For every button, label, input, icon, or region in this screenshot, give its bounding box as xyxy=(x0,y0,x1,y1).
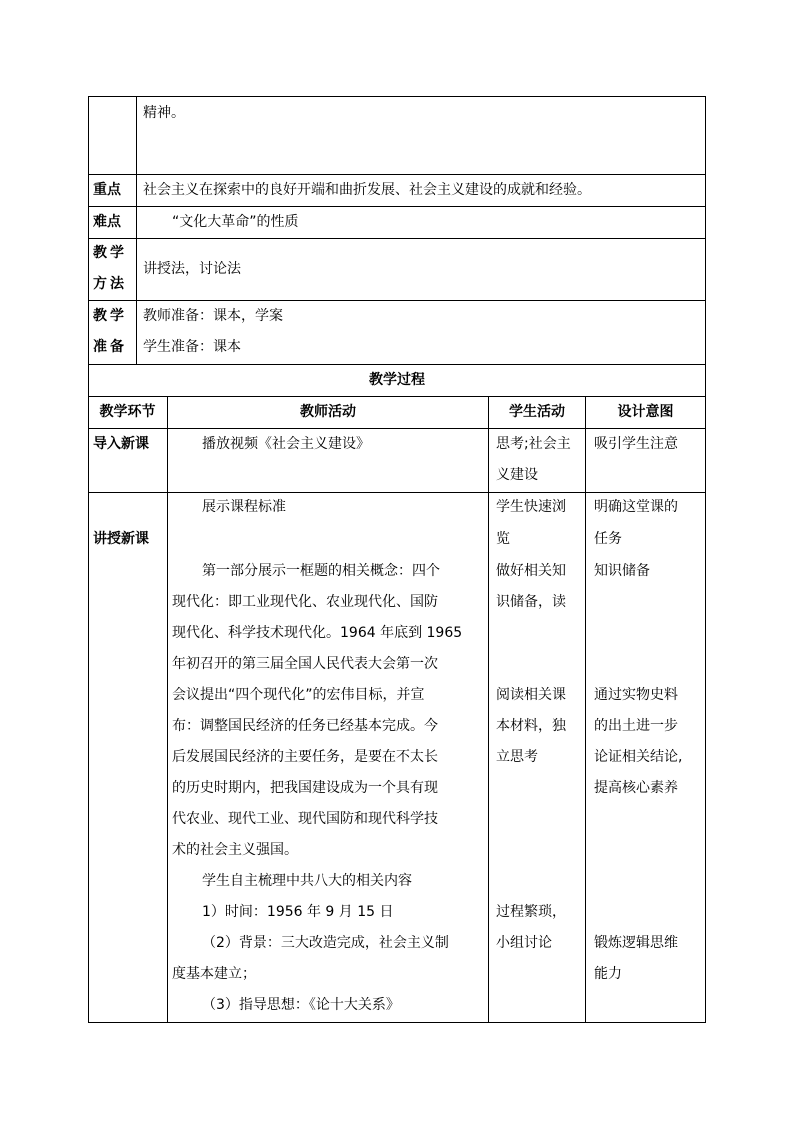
lecture-intent-line: 提高核心素养 xyxy=(594,780,678,796)
lecture-stage: 讲授新课 xyxy=(93,531,149,547)
lecture-teacher-line: 年初召开的第三届全国人民代表大会第一次 xyxy=(172,656,438,672)
method-label: 教学 xyxy=(93,245,127,261)
row-divider xyxy=(88,238,706,239)
method-text: 讲授法，讨论法 xyxy=(143,261,241,277)
lecture-teacher-line: 展示课程标准 xyxy=(202,499,286,515)
lecture-intent-line: 任务 xyxy=(594,531,622,547)
intro-stage: 导入新课 xyxy=(93,436,149,452)
column-divider xyxy=(585,396,586,1023)
lecture-student-line: 立思考 xyxy=(496,749,538,765)
lecture-intent-line: 明确这堂课的 xyxy=(594,499,678,515)
lecture-intent-line: 论证相关结论, xyxy=(594,749,683,765)
lecture-teacher-line: （3）指导思想：《论十大关系》 xyxy=(202,997,400,1013)
method-label: 方法 xyxy=(93,276,127,292)
lecture-teacher-line: 的历史时期内，把我国建设成为一个具有现 xyxy=(172,780,438,796)
lecture-student-line: 识储备，读 xyxy=(496,594,566,610)
key-point-label: 重点 xyxy=(93,182,121,198)
lecture-student-line: 过程繁琐， xyxy=(496,904,566,920)
lecture-teacher-line: （2）背景：三大改造完成，社会主义制 xyxy=(202,935,449,951)
lecture-teacher-line: 现代化：即工业现代化、农业现代化、国防 xyxy=(172,594,438,610)
difficulty-text: “文化大革命”的性质 xyxy=(172,214,299,230)
lecture-teacher-line: 1）时间：1956 年 9 月 15 日 xyxy=(202,904,394,920)
lecture-intent-line: 知识储备 xyxy=(594,563,650,579)
intro-design-intent: 吸引学生注意 xyxy=(594,436,678,452)
process-title: 教学过程 xyxy=(369,372,425,388)
student-prep-text: 学生准备：课本 xyxy=(143,339,241,355)
lecture-student-line: 小组讨论 xyxy=(496,935,552,951)
intro-student-activity: 义建设 xyxy=(496,467,538,483)
key-point-text: 社会主义在探索中的良好开端和曲折发展、社会主义建设的成就和经验。 xyxy=(143,182,591,198)
label-column-divider xyxy=(136,96,137,364)
header-design-intent: 设计意图 xyxy=(617,404,674,420)
table-border-right xyxy=(705,96,706,1023)
lecture-teacher-line: 学生自主梳理中共八大的相关内容 xyxy=(202,873,412,889)
difficulty-label: 难点 xyxy=(93,214,121,230)
lecture-student-line: 览 xyxy=(496,531,510,547)
intro-teacher-activity: 播放视频《社会主义建设》 xyxy=(202,436,370,452)
lecture-teacher-line: 布：调整国民经济的任务已经基本完成。今 xyxy=(172,718,438,734)
lecture-teacher-line: 术的社会主义强国。 xyxy=(172,842,298,858)
lecture-teacher-line: 第一部分展示一框题的相关概念：四个 xyxy=(202,563,440,579)
table-border-left xyxy=(88,96,89,1023)
lecture-intent-line: 锻炼逻辑思维 xyxy=(594,935,678,951)
prep-label: 准备 xyxy=(93,339,127,355)
lecture-intent-line: 通过实物史料 xyxy=(594,687,678,703)
header-stage: 教学环节 xyxy=(99,404,156,420)
intro-student-activity: 思考;社会主 xyxy=(496,436,571,452)
lecture-teacher-line: 后发展国民经济的主要任务，是要在不太长 xyxy=(172,749,438,765)
lecture-teacher-line: 会议提出“四个现代化”的宏伟目标，并宣 xyxy=(172,687,425,703)
lecture-intent-line: 的出土进一步 xyxy=(594,718,678,734)
header-teacher-activity: 教师活动 xyxy=(300,404,356,420)
teacher-prep-text: 教师准备：课本，学案 xyxy=(143,308,283,324)
lecture-teacher-line: 现代化、科学技术现代化。1964 年底到 1965 xyxy=(172,625,463,641)
lecture-intent-line: 能力 xyxy=(594,966,622,982)
lesson-plan-table xyxy=(88,96,706,1023)
lecture-teacher-line: 度基本建立； xyxy=(172,966,256,982)
lecture-student-line: 阅读相关课 xyxy=(496,687,566,703)
table-border-bottom xyxy=(88,1022,706,1023)
header-student-activity: 学生活动 xyxy=(509,404,565,420)
table-border-top xyxy=(88,96,706,97)
objective-continued-text: 精神。 xyxy=(143,105,185,121)
lecture-student-line: 学生快速浏 xyxy=(496,499,566,515)
prep-label: 教学 xyxy=(93,308,127,324)
lecture-teacher-line: 代农业、现代工业、现代国防和现代科学技 xyxy=(172,811,438,827)
column-divider xyxy=(488,396,489,1023)
lecture-student-line: 本材料，独 xyxy=(496,718,566,734)
column-divider xyxy=(167,396,168,1023)
lecture-student-line: 做好相关知 xyxy=(496,563,566,579)
